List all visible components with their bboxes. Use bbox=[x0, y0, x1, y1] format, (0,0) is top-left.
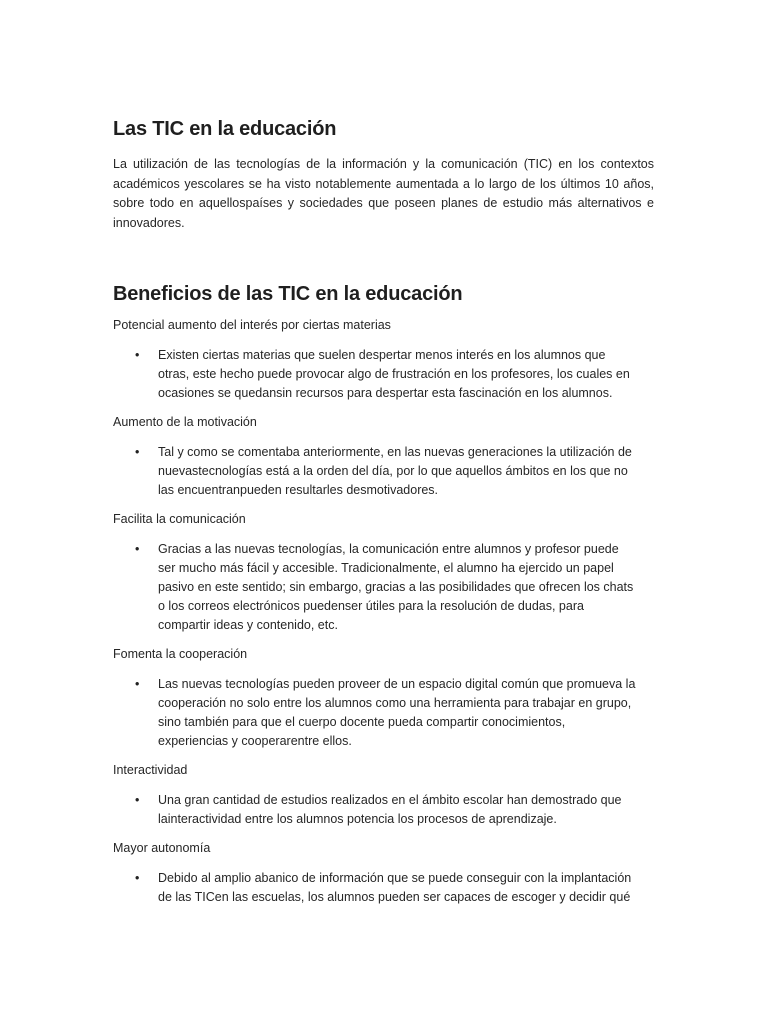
intro-paragraph: La utilización de las tecnologías de la información y la comunicación (TIC) en los contextos académicos yescolares se ha visto notablemente aumentada a lo largo de los últimos 10 años, sobre todo en aquellospaíses y sociedades que poseen planes de estudio más alternativos e innovadores. bbox=[113, 157, 654, 230]
bullet-text: Una gran cantidad de estudios realizados en el ámbito escolar han demostrado que lainteractividad entre los alumnos potencia los procesos de aprendizaje. bbox=[158, 793, 622, 826]
bullet-paragraph bbox=[135, 675, 654, 751]
benefit-subheading: Interactividad bbox=[113, 763, 188, 777]
bullet-paragraph bbox=[135, 443, 654, 500]
bullet-icon: • bbox=[135, 793, 140, 807]
benefit-item-motivation bbox=[113, 413, 654, 500]
bullet-text: Existen ciertas materias que suelen despertar menos interés en los alumnos que otras, este hecho puede provocar algo de frustración en los profesores, los cuales en ocasiones se quedansin recursos para despertar esta fascinación en los alumnos. bbox=[158, 348, 630, 400]
benefit-subheading: Potencial aumento del interés por ciertas materias bbox=[113, 318, 391, 332]
bullet-icon: • bbox=[135, 348, 140, 362]
bullet-text: Tal y como se comentaba anteriormente, en las nuevas generaciones la utilización de nuevastecnologías está a la orden del día, por lo que aquellos ámbitos en los que no las encuentranpueden resultarles desmotivadores. bbox=[158, 445, 632, 497]
bullet-icon: • bbox=[135, 677, 140, 691]
bullet-paragraph bbox=[135, 540, 654, 635]
benefit-item-communication bbox=[113, 510, 654, 635]
section-title: Beneficios de las TIC en la educación bbox=[113, 283, 463, 305]
bullet-icon: • bbox=[135, 871, 140, 885]
benefit-item-cooperation bbox=[113, 645, 654, 751]
bullet-icon: • bbox=[135, 445, 140, 459]
page-title: Las TIC en la educación bbox=[113, 118, 337, 140]
benefit-subheading: Facilita la comunicación bbox=[113, 512, 246, 526]
bullet-paragraph bbox=[135, 346, 654, 403]
benefit-item-autonomy bbox=[113, 839, 654, 907]
bullet-icon: • bbox=[135, 542, 140, 556]
benefit-item-interest bbox=[113, 316, 654, 403]
benefit-subheading: Fomenta la cooperación bbox=[113, 647, 248, 661]
benefit-subheading: Aumento de la motivación bbox=[113, 415, 257, 429]
bullet-text: Gracias a las nuevas tecnologías, la comunicación entre alumnos y profesor puede ser mucho más fácil y accesible. Tradicionalmente, el alumno ha ejercido un papel pasivo en este sentido; sin embargo, gracias a las posibilidades que ofrecen los chats o los correos electrónicos puedenser útiles para la resolución de dudas, para compartir ideas y contenido, etc. bbox=[158, 542, 634, 632]
benefit-subheading: Mayor autonomía bbox=[113, 841, 211, 855]
bullet-paragraph bbox=[135, 869, 654, 907]
bullet-text: Las nuevas tecnologías pueden proveer de un espacio digital común que promueva la cooperación no solo entre los alumnos como una herramienta para trabajar en grupo, sino también para que el cuerpo docente pueda compartir conocimientos, experiencias y cooperarentre ellos. bbox=[158, 677, 636, 748]
bullet-text: Debido al amplio abanico de información que se puede conseguir con la implantación de las TICen las escuelas, los alumnos pueden ser capaces de escoger y decidir qué bbox=[158, 871, 632, 904]
benefit-item-interactivity bbox=[113, 761, 654, 829]
bullet-paragraph bbox=[135, 791, 654, 829]
